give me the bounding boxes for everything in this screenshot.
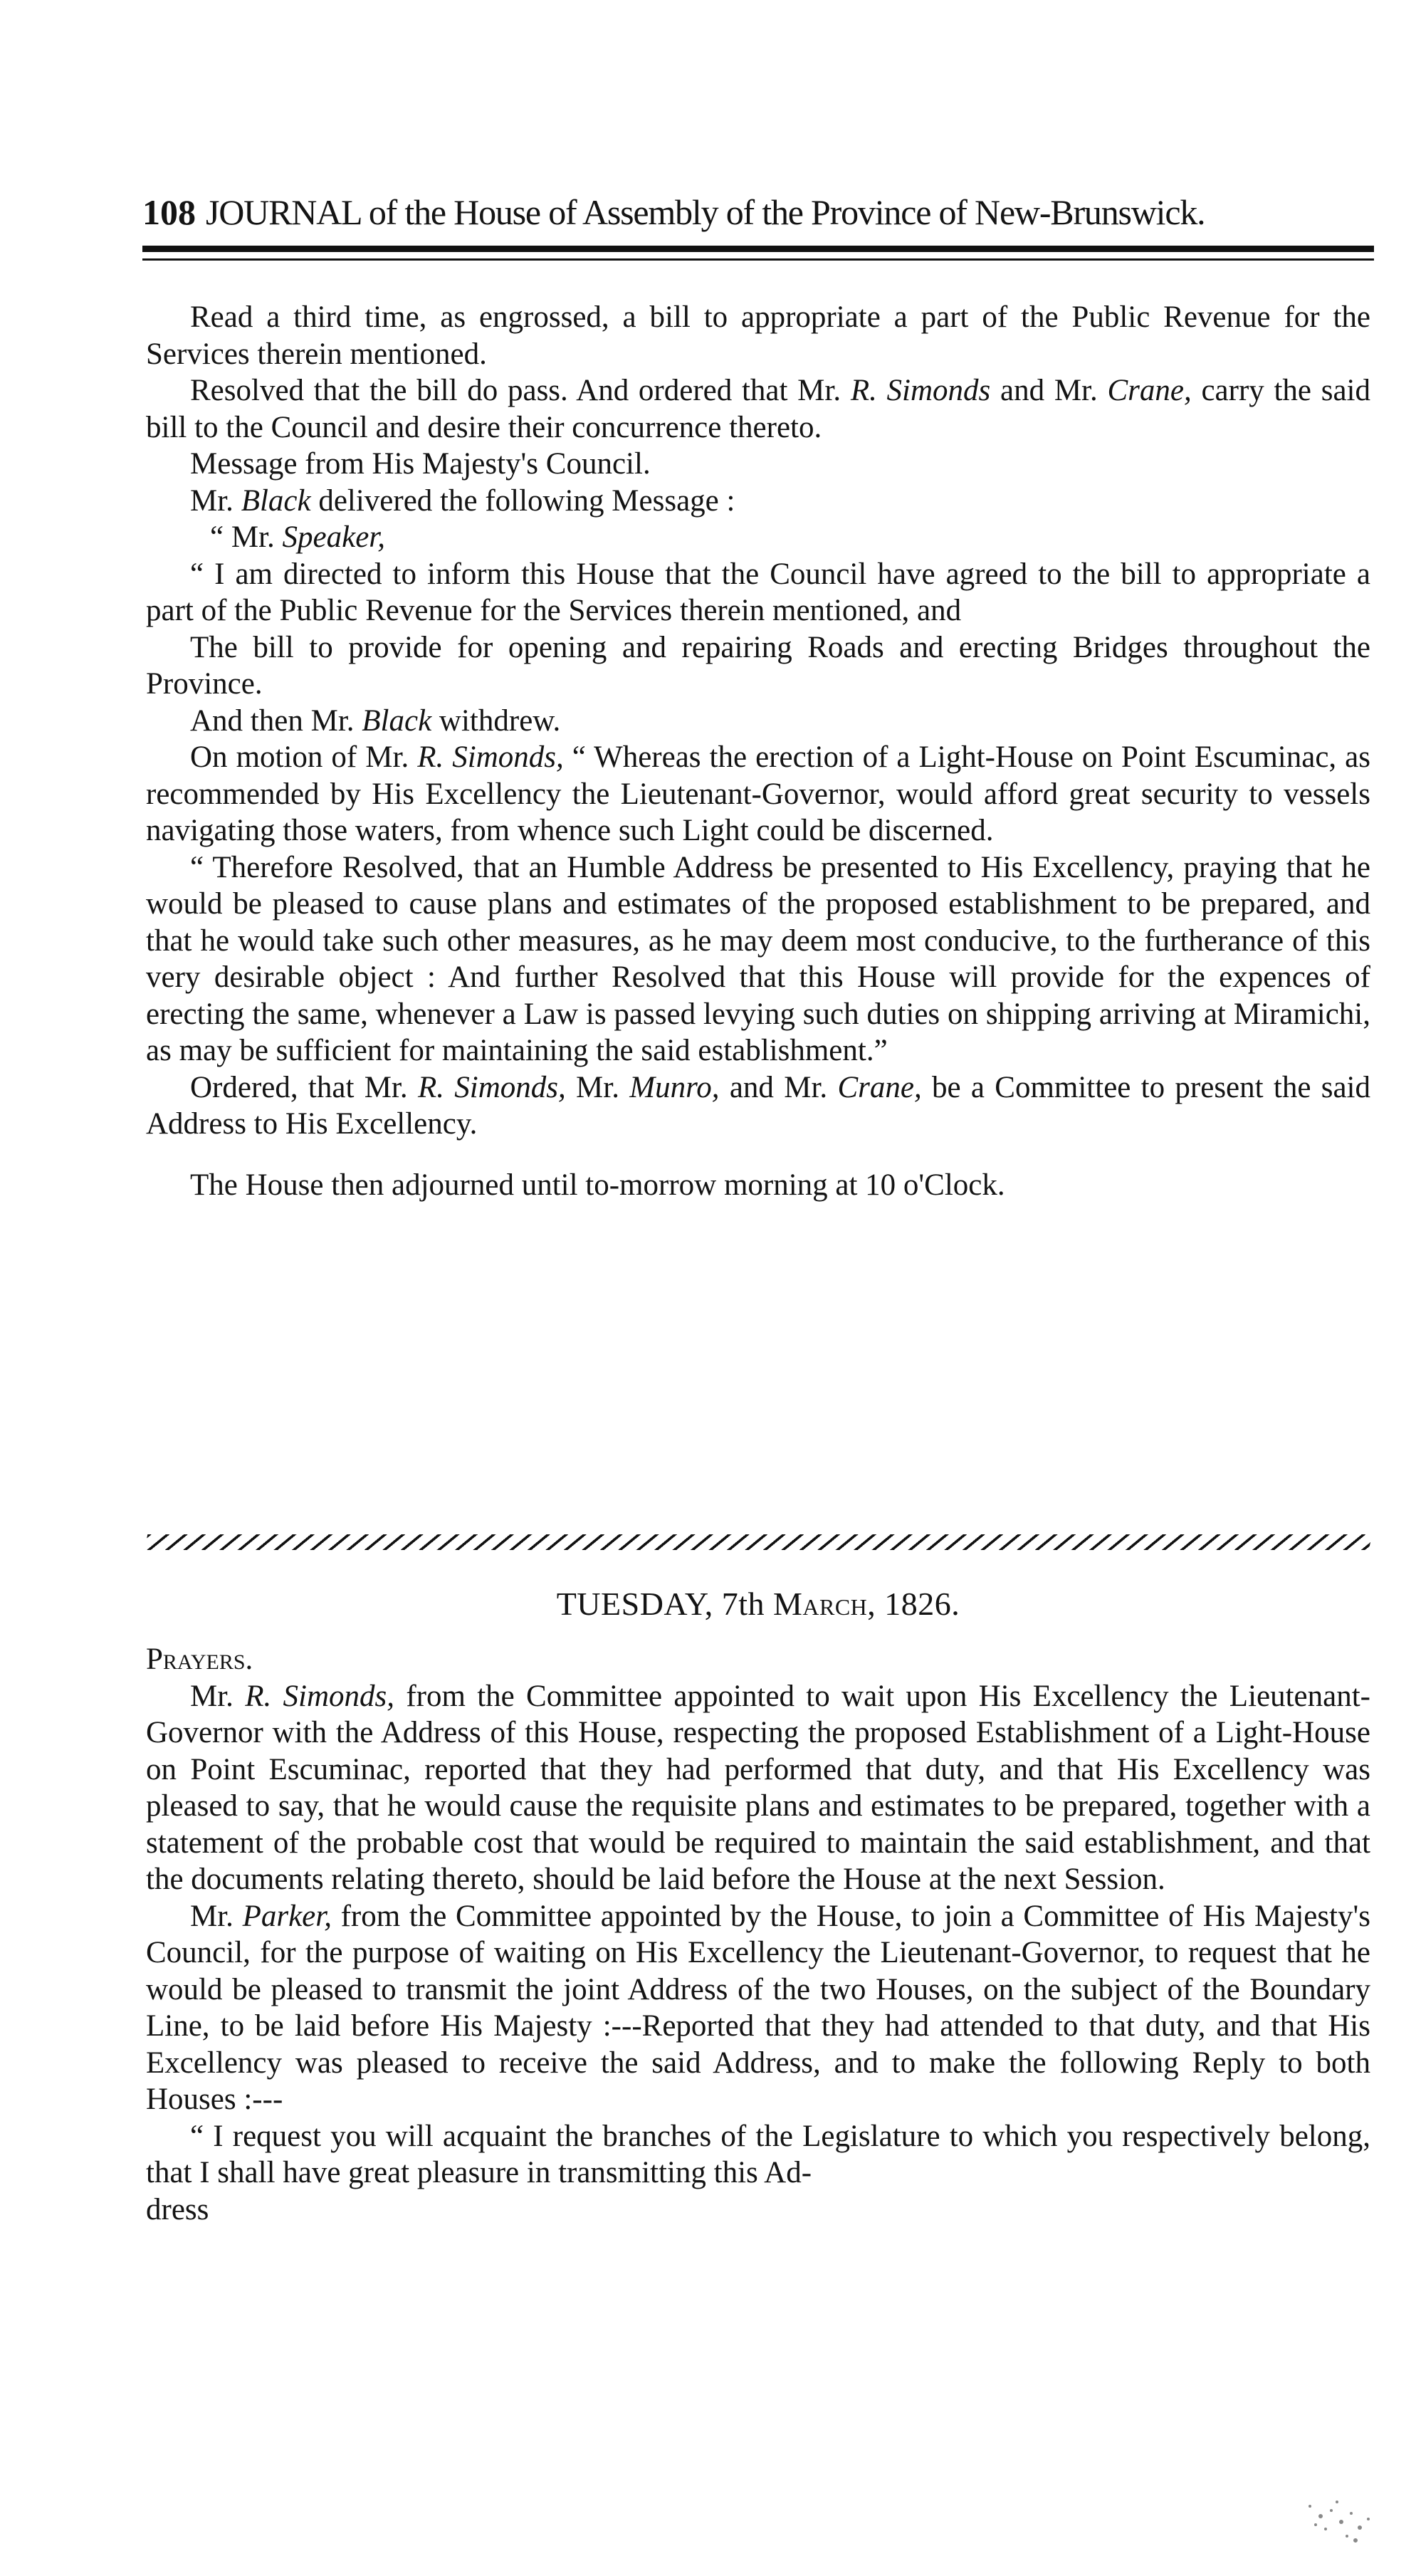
header-rule-thin xyxy=(142,258,1374,261)
first-section xyxy=(146,299,1370,1203)
paragraph-black-delivered: Mr. Black delivered the following Message : xyxy=(190,483,735,518)
paragraph-humble-address-resolution: “ Therefore Resolved, that an Humble Address be presented to His Excellency, praying that he would be pleased to cause plans and estimates of the proposed establishment to be prepared, and that he would take such other measures, as he may deem most conducive, to the furtherance of this very desirable object : And further Resolved that this House will provide for the expences of erecting the same, whenever a Law is passed levying such duties on shipping arriving at Miramichi, as may be sufficient for maintaining the said establishment.” xyxy=(146,850,1370,1067)
paragraph-council-agreed: “ I am directed to inform this House that the Council have agreed to the bill to appropriate a part of the Public Revenue for the Services therein mentioned, and xyxy=(146,557,1370,627)
paragraph-roads-bill: The bill to provide for opening and repairing Roads and erecting Bridges throughout the Province. xyxy=(146,630,1370,701)
paragraph-house-adjourned: The House then adjourned until to-morrow morning at 10 o'Clock. xyxy=(190,1168,1005,1202)
paragraph-excellency-reply: “ I request you will acquaint the branches of the Legislature to which you respectively belong, that I shall have great pleasure in transmitting this Ad- xyxy=(146,2119,1370,2189)
paragraph-third-reading: Read a third time, as engrossed, a bill to appropriate a part of the Public Revenue for the Services therein mentioned. xyxy=(146,300,1370,371)
second-section xyxy=(146,1641,1370,2228)
paragraph-prayers: Prayers. xyxy=(146,1643,253,1676)
day-heading: TUESDAY, 7th March, 1826. xyxy=(556,1586,960,1622)
paragraph-light-house-motion: On motion of Mr. R. Simonds, “ Whereas the erection of a Light-House on Point Escuminac, as recommended by His Excellency the Lieutenant-Governor, would afford great security to vessels navigating those waters, from whence such Light could be discerned. xyxy=(146,740,1370,847)
page-number: 108 xyxy=(142,192,196,232)
paragraph-parker-report: Mr. Parker, from the Committee appointed by the House, to join a Committee of His Majesty's Council, for the purpose of waiting on His Excellency the Lieutenant-Governor, to request that he would be pleased to transmit the joint Address of the two Houses, on the subject of the Boundary Line, to be laid before His Majesty :---Reported that they had attended to that duty, and that His Excellency was pleased to receive the said Address, and to make the following Reply to both Houses :--- xyxy=(146,1899,1370,2116)
paragraph-black-withdrew: And then Mr. Black withdrew. xyxy=(190,703,561,738)
catchword: dress xyxy=(146,2192,209,2226)
paragraph-committee-ordered: Ordered, that Mr. R. Simonds, Mr. Munro, and Mr. Crane, be a Committee to present the said Address to His Excellency. xyxy=(146,1070,1370,1141)
running-title: JOURNAL of the House of Assembly of the Province of New-Brunswick. xyxy=(206,192,1205,232)
paragraph-simonds-report: Mr. R. Simonds, from the Committee appointed to wait upon His Excellency the Lieutenant-Governor with the Address of this House, respecting the proposed Establishment of a Light-House on Point Escuminac, reported that they had performed that duty, and that His Excellency was pleased to say, that he would cause the requisite plans and estimates to be prepared, together with a statement of the probable cost that would be required to maintain the said establishment, and that the documents relating thereto, should be laid before the House at the next Session. xyxy=(146,1679,1370,1896)
paper-stain-marks xyxy=(1281,2442,1388,2549)
ornamental-divider xyxy=(145,1534,1373,1550)
running-head xyxy=(142,191,1374,234)
paragraph-bill-resolved: Resolved that the bill do pass. And ordered that Mr. R. Simonds and Mr. Crane, carry the said bill to the Council and desire their concurrence thereto. xyxy=(146,374,1371,444)
paragraph-message-from-council: Message from His Majesty's Council. xyxy=(190,447,651,481)
header-rule-thick xyxy=(142,246,1374,252)
paragraph-mr-speaker: “ Mr. Speaker, xyxy=(210,520,386,554)
